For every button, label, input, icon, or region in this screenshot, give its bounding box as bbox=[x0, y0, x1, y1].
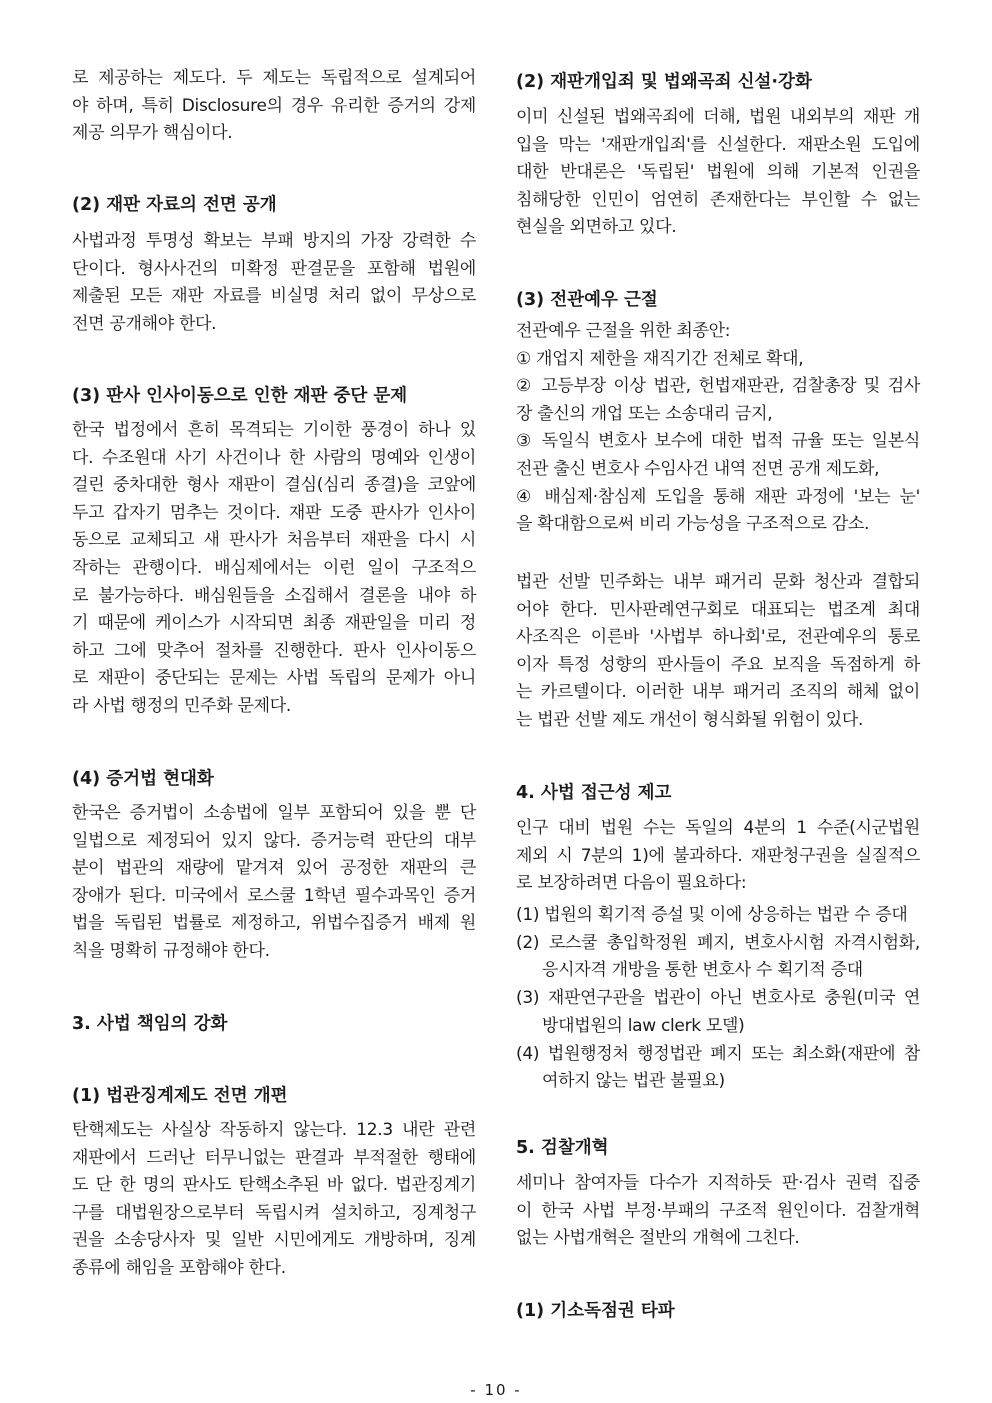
text-line: 제외 시 7분의 1)에 불과하다. 재판청구권을 실질적으 bbox=[516, 845, 920, 866]
text-line: ② 고등부장 이상 법관, 헌법재판관, 검찰총장 및 검사 bbox=[516, 376, 920, 397]
text-line: 제출된 모든 재판 자료를 비실명 처리 없이 무상으로 bbox=[72, 286, 476, 307]
text-line: 현실을 외면하고 있다. bbox=[516, 217, 677, 238]
paragraph bbox=[72, 417, 476, 721]
section-heading bbox=[72, 382, 476, 410]
section-heading bbox=[72, 1010, 476, 1038]
text-line: 로 불가능하다. 배심원들을 소집해서 결론을 내야 하 bbox=[72, 585, 476, 606]
text-line: 야 하며, 특히 Disclosure의 경우 유리한 증거의 강제 bbox=[72, 95, 476, 116]
text-line: 구를 대법원장으로부터 독립시켜 설치하고, 징계청구 bbox=[72, 1202, 476, 1223]
heading-text: (2) 재판개입죄 및 법왜곡죄 신설·강화 bbox=[516, 72, 812, 92]
list-item-line: 여하지 않는 법관 불필요) bbox=[542, 1071, 725, 1092]
heading-text: 5. 검찰개혁 bbox=[516, 1138, 609, 1158]
paragraph bbox=[72, 65, 476, 148]
text-line: 전관예우 근절을 위한 최종안: bbox=[516, 321, 731, 341]
text-line: 사법과정 투명성 확보는 부패 방지의 가장 강력한 수 bbox=[72, 231, 476, 251]
text-line: 기 때문에 케이스가 시작되면 최종 재판일을 미리 정 bbox=[72, 613, 476, 634]
section-heading bbox=[516, 68, 920, 96]
heading-text: (4) 증거법 현대화 bbox=[72, 769, 214, 789]
section-heading bbox=[72, 765, 476, 793]
paragraph bbox=[516, 815, 920, 898]
text-line: 전면 공개해야 한다. bbox=[72, 313, 217, 334]
heading-text: (3) 판사 인사이동으로 인한 재판 중단 문제 bbox=[72, 386, 408, 406]
section-heading bbox=[72, 191, 476, 219]
text-line: 분이 법관의 재량에 맡겨져 있어 공정한 재판의 큰 bbox=[72, 858, 476, 879]
text-line: 권을 소송당사자 및 일반 시민에게도 개방하며, 징계 bbox=[72, 1230, 476, 1251]
heading-text: (1) 법관징계제도 전면 개편 bbox=[72, 1086, 288, 1106]
text-line: 는 법관 선발 제도 개선이 형식화될 위험이 있다. bbox=[516, 709, 864, 730]
list-item-line: 응시자격 개방을 통한 변호사 수 획기적 증대 bbox=[542, 960, 863, 981]
text-line: 사조직은 이른바 '사법부 하나회'로, 전관예우의 통로 bbox=[516, 627, 920, 648]
text-line: 이미 신설된 법왜곡죄에 더해, 법원 내외부의 재판 개 bbox=[516, 107, 920, 127]
numbered-list bbox=[516, 902, 920, 1096]
text-line: 로 재판이 중단되는 문제는 사법 독립의 문제가 아니 bbox=[72, 668, 476, 689]
text-line: 재판에서 드러난 터무니없는 판결과 부적절한 행태에 bbox=[72, 1147, 476, 1168]
text-line: 장애가 된다. 미국에서 로스쿨 1학년 필수과목인 증거 bbox=[72, 885, 476, 906]
paragraph bbox=[516, 104, 920, 242]
text-line: 칙을 명확히 규정해야 한다. bbox=[72, 940, 270, 961]
list-item bbox=[516, 1041, 920, 1096]
text-line: 종류에 해임을 포함해야 한다. bbox=[72, 1257, 286, 1278]
text-line: 인구 대비 법원 수는 독일의 4분의 1 수준(시군법원 bbox=[516, 818, 920, 838]
section-heading bbox=[516, 286, 920, 314]
heading-text: (3) 전관예우 근절 bbox=[516, 290, 658, 310]
text-line: 장 출신의 개업 또는 소송대리 금지, bbox=[516, 403, 773, 424]
list-item-line: 방대법원의 law clerk 모델) bbox=[542, 1015, 745, 1036]
text-line: 로 제공하는 제도다. 두 제도는 독립적으로 설계되어 bbox=[72, 68, 476, 88]
text-line: 이 한국 사법 부정·부패의 구조적 원인이다. 검찰개혁 bbox=[516, 1200, 920, 1221]
text-line: 탄핵제도는 사실상 작동하지 않는다. 12.3 내란 관련 bbox=[72, 1120, 476, 1140]
text-line: 법을 독립된 법률로 제정하고, 위법수집증거 배제 원 bbox=[72, 913, 476, 934]
text-line: 이자 특정 성향의 판사들이 주요 보직을 독점하게 하 bbox=[516, 654, 920, 675]
section-heading bbox=[72, 1082, 476, 1110]
text-line: 법관 선발 민주화는 내부 패거리 문화 청산과 결합되 bbox=[516, 572, 920, 592]
page-number: - 10 - bbox=[470, 1381, 522, 1399]
text-line: 동으로 교체되고 새 판사가 처음부터 재판을 다시 시 bbox=[72, 530, 476, 551]
text-line: ④ 배심제·참심제 도입을 통해 재판 과정에 '보는 눈' bbox=[516, 486, 920, 507]
section-heading bbox=[516, 1134, 920, 1162]
paragraph bbox=[72, 800, 476, 966]
text-line: 일법으로 제정되어 있지 않다. 증거능력 판단의 대부 bbox=[72, 830, 476, 851]
text-line: 전관 출신 변호사 수임사건 내역 전면 공개 제도화, bbox=[516, 458, 880, 479]
paragraph bbox=[72, 228, 476, 338]
text-line: 없는 사법개혁은 절반의 개혁에 그친다. bbox=[516, 1228, 800, 1249]
list-item-line: (1) 법원의 획기적 증설 및 이에 상응하는 법관 수 증대 bbox=[516, 905, 908, 925]
text-line: 입을 막는 '재판개입죄'를 신설한다. 재판소원 도입에 bbox=[516, 134, 920, 155]
text-line: 세미나 참여자들 다수가 지적하듯 판·검사 권력 집중 bbox=[516, 1173, 920, 1193]
text-line: 침해당한 인민이 엄연히 존재한다는 부인할 수 없는 bbox=[516, 189, 920, 210]
list-item-line: (3) 재판연구관을 법관이 아닌 변호사로 충원(미국 연 bbox=[516, 988, 920, 1009]
text-line: 걸린 중차대한 형사 재판이 결심(심리 종결)을 코앞에 bbox=[72, 475, 476, 496]
paragraph bbox=[516, 318, 920, 539]
heading-text: 3. 사법 책임의 강화 bbox=[72, 1014, 228, 1034]
text-line: 단이다. 형사사건의 미확정 판결문을 포함해 법원에 bbox=[72, 258, 476, 279]
list-item bbox=[516, 902, 920, 930]
heading-text: (2) 재판 자료의 전면 공개 bbox=[72, 195, 277, 215]
list-item-line: (2) 로스쿨 총입학정원 폐지, 변호사시험 자격시험화, bbox=[516, 932, 920, 953]
text-line: 제공 의무가 핵심이다. bbox=[72, 123, 233, 144]
text-line: 한국은 증거법이 소송법에 일부 포함되어 있을 뿐 단 bbox=[72, 803, 476, 823]
text-line: 로 보장하려면 다음이 필요하다: bbox=[516, 873, 747, 894]
heading-text: (1) 기소독점권 타파 bbox=[516, 1301, 675, 1321]
text-line: ③ 독일식 변호사 보수에 대한 법적 규율 또는 일본식 bbox=[516, 431, 920, 452]
text-line: 어야 한다. 민사판례연구회로 대표되는 법조계 최대 bbox=[516, 599, 920, 620]
text-line: 도 단 한 명의 판사도 탄핵소추된 바 없다. 법관징계기 bbox=[72, 1175, 476, 1196]
text-line: 작하는 관행이다. 배심제에서는 이런 일이 구조적으 bbox=[72, 557, 476, 578]
paragraph bbox=[516, 569, 920, 735]
text-line: 한국 법정에서 흔히 목격되는 기이한 풍경이 하나 있 bbox=[72, 420, 476, 440]
list-item bbox=[516, 985, 920, 1040]
paragraph bbox=[72, 1117, 476, 1283]
text-line: ① 개업지 제한을 재직기간 전체로 확대, bbox=[516, 348, 804, 369]
paragraph bbox=[516, 1170, 920, 1253]
text-line: 는 카르텔이다. 이러한 내부 패거리 조직의 해체 없이 bbox=[516, 682, 920, 703]
text-line: 하고 그에 맞추어 절차를 진행한다. 판사 인사이동으 bbox=[72, 640, 476, 661]
text-line: 을 확대함으로써 비리 가능성을 구조적으로 감소. bbox=[516, 514, 870, 535]
list-item-line: (4) 법원행정처 행정법관 폐지 또는 최소화(재판에 참 bbox=[516, 1043, 920, 1064]
section-heading bbox=[516, 1297, 920, 1325]
text-line: 두고 갑자기 멈추는 것이다. 재판 도중 판사가 인사이 bbox=[72, 502, 476, 523]
list-item bbox=[516, 930, 920, 985]
text-line: 다. 수조원대 사기 사건이나 한 사람의 명예와 인생이 bbox=[72, 447, 476, 468]
text-line: 라 사법 행정의 민주화 문제다. bbox=[72, 695, 291, 716]
text-line: 대한 반대론은 '독립된' 법원에 의해 기본적 인권을 bbox=[516, 162, 920, 183]
heading-text: 4. 사법 접근성 제고 bbox=[516, 783, 672, 803]
section-heading bbox=[516, 779, 920, 807]
